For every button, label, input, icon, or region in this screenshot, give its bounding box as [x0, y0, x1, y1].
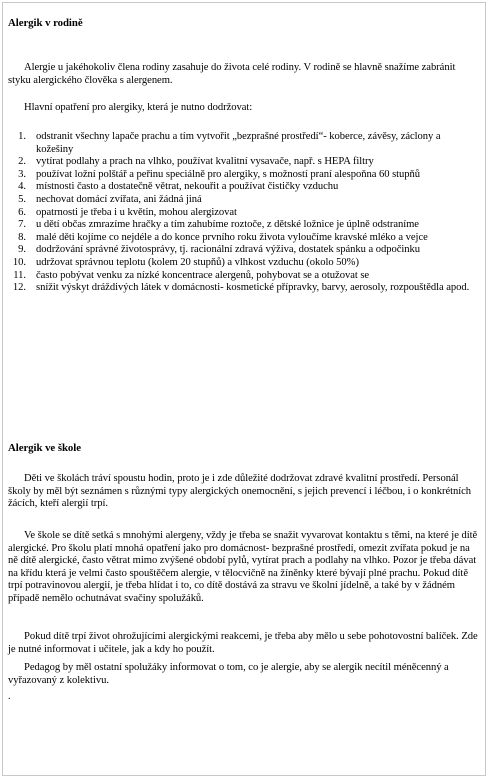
list-item: [8, 282, 479, 295]
list-item-number: 7.: [18, 219, 26, 231]
document-page: [2, 2, 486, 776]
list-item-text: malé děti kojíme co nejdéle a do konce prvního roku života vyloučíme kravské mléko a vejce: [36, 231, 428, 243]
school-paragraph-3: Pokud dítě trpí život ohrožujícími alergickými reakcemi, je třeba aby mělo u sebe pohotovostní balíček. Zde je nutné informovat i učitele, jak a kdy ho použít.: [8, 631, 478, 655]
list-item-number: 4.: [18, 181, 26, 193]
list-item-number: 9.: [18, 244, 26, 256]
list-item-number: 6.: [18, 206, 26, 218]
list-item-text: u dětí občas zmrazíme hračky a tím zahubíme roztoče, z dětské ložnice je úplně odstraníme: [36, 219, 419, 231]
list-item-number: 10.: [12, 256, 26, 268]
list-item-text: opatrnosti je třeba i u květin, mohou alergizovat: [36, 206, 237, 218]
list-item: [8, 270, 479, 283]
list-item-number: 8.: [18, 231, 26, 243]
section-heading-school: Alergik ve škole: [8, 442, 81, 454]
list-item-text: místnosti často a dostatečně větrat, nekouřit a používat čističky vzduchu: [36, 181, 339, 193]
list-item: [8, 244, 479, 257]
list-item: [8, 207, 479, 220]
list-item-text: používat ložní polštář a peřinu speciálně pro alergiky, s možností praní alespoňna 60 stupňů: [36, 168, 421, 180]
list-item: [8, 257, 479, 270]
section-heading-family: Alergik v rodině: [8, 17, 83, 29]
list-item: [8, 131, 479, 156]
list-item-text: často pobývat venku za nízké koncentrace alergenů, pohybovat se a otužovat se: [36, 269, 370, 281]
school-paragraph-4: Pedagog by měl ostatní spolužáky informovat o tom, co je alergie, aby se alergik necítil méněcenný a vyřazovaný z kolektivu.: [8, 662, 449, 686]
list-item-number: 3.: [18, 168, 26, 180]
list-item: [8, 232, 479, 245]
school-paragraph-2: Ve škole se dítě setká s mnohými alergeny, vždy je třeba se snažit vyvarovat kontaktu s těmi, na které je dítě alergické. Pro školu platí mnohá opatření jako pro domácnost- bezprašné prostředí, omezit zvířata pokud je na ně dítě alergické, často větrat mimo zvýšené období pylů, vytírat prach a podlahy na vlhko. Pozor je třeba dávat na křídu která je velmi často spouštěčem alergie, v tělocvičně na žíněnky které bývají plné prachu. Pokud dítě trpí potravinovou alergií, je třeba hlídat i to, co dítě dostává za stravu ve školní jídelně, a také by v žádném případě nemělo ochutnávat svačiny spolužáků.: [8, 530, 478, 604]
list-item: [8, 181, 479, 194]
list-item-text: udržovat správnou teplotu (kolem 20 stupňů) a vlhkost vzduchu (okolo 50%): [36, 256, 359, 268]
list-lead-paragraph: Hlavní opatření pro alergiky, která je nutno dodržovat:: [24, 102, 253, 113]
list-item-text: dodržování správné životosprávy, tj. racionální zdravá výživa, dostatek spánku a odpočinku: [36, 244, 421, 256]
measures-list: [8, 131, 479, 295]
list-item-number: 5.: [18, 193, 26, 205]
list-item: [8, 156, 479, 169]
list-item-number: 1.: [18, 131, 26, 142]
list-item-text: odstranit všechny lapače prachu a tím vytvořit „bezprašné prostředí“- koberce, závěsy, záclony a kožešiny: [36, 131, 441, 155]
list-item-text: nechovat domácí zvířata, ani žádná jiná: [36, 193, 202, 205]
list-item-text: vytírat podlahy a prach na vlhko, používat kvalitní vysavače, např. s HEPA filtry: [36, 156, 374, 168]
list-item-number: 12.: [12, 282, 26, 294]
list-item-number: 2.: [18, 156, 26, 168]
end-mark: .: [8, 691, 11, 702]
list-item: [8, 219, 479, 232]
intro-paragraph: Alergie u jakéhokoliv člena rodiny zasahuje do života celé rodiny. V rodině se hlavně snažíme zabránit styku alergického člověka s alergenem.: [8, 62, 456, 86]
list-item-text: snížit výskyt dráždivých látek v domácnosti- kosmetické přípravky, barvy, aerosoly, rozpouštědla apod.: [36, 282, 470, 294]
list-item: [8, 194, 479, 207]
list-item-number: 11.: [13, 269, 26, 281]
list-item: [8, 169, 479, 182]
school-paragraph-1: Děti ve školách tráví spoustu hodin, proto je i zde důležité dodržovat zdravé kvalitní prostředí. Personál školy by měl být seznámen s různými typy alergických onemocnění, s jejich prevencí i léčbou, i o konkrétních žácích, kteří alergií trpí.: [8, 473, 472, 510]
